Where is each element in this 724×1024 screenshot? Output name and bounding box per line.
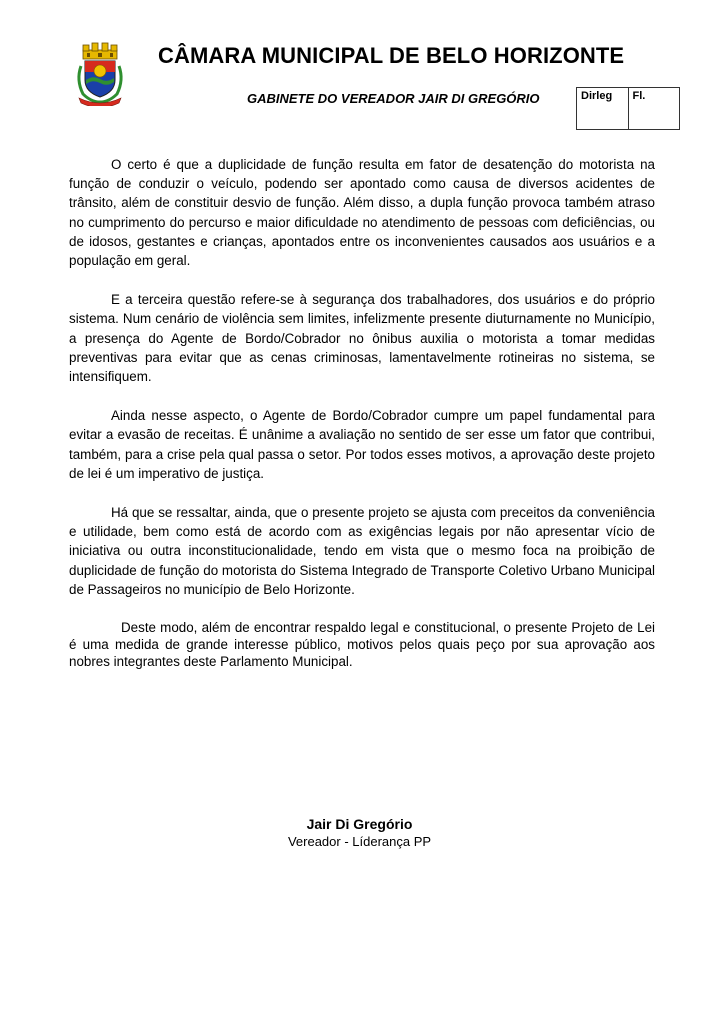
paragraph: O certo é que a duplicidade de função resulta em fator de desatenção do motorista na função de conduzir o veículo, podendo ser apontado como causa de diversos acidentes de trânsito, além de constituir desvio de função. Além disso, a dupla função provoca também atraso no cumprimento do percurso e maior dificuldade no atendimento de pessoas com deficiências, ou de idosos, gestantes e crianças, apontados entre os inconvenientes causados aos usuários e a população em geral. <box>69 157 655 269</box>
page-title: CÂMARA MUNICIPAL DE BELO HORIZONTE <box>158 43 625 68</box>
signature-block <box>0 816 724 849</box>
paragraph: Ainda nesse aspecto, o Agente de Bordo/Cobrador cumpre um papel fundamental para evitar a evasão de receitas. É unânime a avaliação no sentido de ser esse um fator que contribui, também, para a crise pela qual passa o setor. Por todos esses motivos, a aprovação deste projeto de lei é um imperativo de justiça. <box>69 408 655 481</box>
folio-cell: Fl. <box>628 88 680 129</box>
paragraph: E a terceira questão refere-se à segurança dos trabalhadores, dos usuários e do próprio sistema. Num cenário de violência sem limites, infelizmente presente diuturnamente no Município, a presença do Agente de Bordo/Cobrador no ônibus auxilia o motorista a tomar medidas preventivas para evitar que as cenas criminosas, lamentavelmente rotineiras no sistema, se intensifiquem. <box>69 292 655 385</box>
coat-of-arms-icon <box>73 42 127 106</box>
signer-role: Vereador - Líderança PP <box>287 834 432 849</box>
document-body <box>69 155 655 690</box>
paragraph: Deste modo, além de encontrar respaldo legal e constitucional, o presente Projeto de Lei é uma medida de grande interesse público, motivos pelos quais peço por sua aprovação aos nobres integrantes deste Parlamento Municipal. <box>69 620 655 670</box>
paragraph: Há que se ressaltar, ainda, que o presente projeto se ajusta com preceitos da conveniência e utilidade, bem como está de acordo com as exigências legais por não apresentar vício de iniciativa ou outra inconstitucionalidade, tendo em vista que o mesmo foca na proibição de duplicidade de função do motorista do Sistema Integrado de Transporte Coletivo Urbano Municipal de Passageiros no município de Belo Horizonte. <box>69 505 655 597</box>
office-subtitle: GABINETE DO VEREADOR JAIR DI GREGÓRIO <box>247 91 540 106</box>
dirleg-cell: Dirleg <box>581 90 613 102</box>
signer-name: Jair Di Gregório <box>306 816 413 832</box>
protocol-stamp-box <box>576 87 680 130</box>
